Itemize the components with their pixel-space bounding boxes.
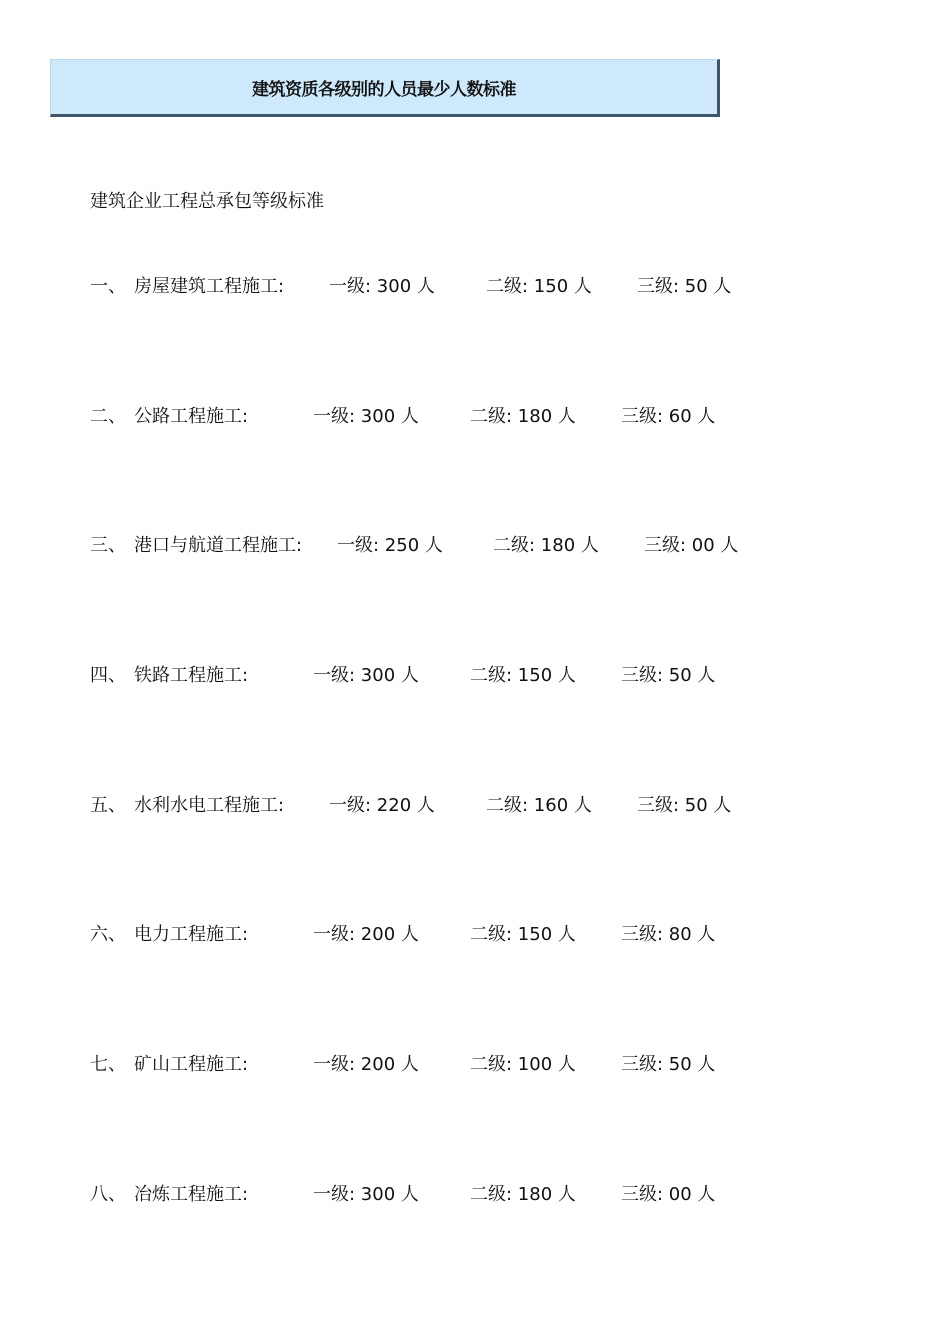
item-name: 矿山工程施工: (134, 1054, 249, 1075)
item-name: 冶炼工程施工: (134, 1184, 249, 1205)
grade-1-value: 一级: 250 人 (337, 535, 443, 556)
item-number: 七、 (90, 1054, 126, 1075)
title-banner (50, 59, 720, 117)
grade-2-value: 二级: 150 人 (486, 276, 592, 297)
grade-2-value: 二级: 160 人 (486, 795, 592, 816)
grade-3-value: 三级: 00 人 (644, 535, 739, 556)
item-number: 五、 (90, 795, 126, 816)
grade-3-value: 三级: 50 人 (637, 276, 732, 297)
grade-2-value: 二级: 180 人 (470, 406, 576, 427)
grade-1-value: 一级: 300 人 (329, 276, 435, 297)
grade-1-value: 一级: 200 人 (313, 924, 419, 945)
item-number: 六、 (90, 924, 126, 945)
item-number: 一、 (90, 276, 126, 297)
item-name: 电力工程施工: (134, 924, 249, 945)
grade-1-value: 一级: 300 人 (313, 1184, 419, 1205)
grade-3-value: 三级: 80 人 (621, 924, 716, 945)
grade-3-value: 三级: 50 人 (621, 665, 716, 686)
grade-3-value: 三级: 50 人 (621, 1054, 716, 1075)
item-name: 房屋建筑工程施工: (134, 276, 285, 297)
grade-1-value: 一级: 220 人 (329, 795, 435, 816)
grade-1-value: 一级: 300 人 (313, 665, 419, 686)
grade-2-value: 二级: 100 人 (470, 1054, 576, 1075)
grade-2-value: 二级: 150 人 (470, 924, 576, 945)
grade-2-value: 二级: 180 人 (470, 1184, 576, 1205)
section-subtitle: 建筑企业工程总承包等级标准 (90, 191, 324, 212)
grade-1-value: 一级: 200 人 (313, 1054, 419, 1075)
item-name: 港口与航道工程施工: (134, 535, 303, 556)
page-title: 建筑资质各级别的人员最少人数标准 (252, 79, 516, 100)
item-name: 水利水电工程施工: (134, 795, 285, 816)
grade-2-value: 二级: 150 人 (470, 665, 576, 686)
item-name: 公路工程施工: (134, 406, 249, 427)
item-number: 四、 (90, 665, 126, 686)
item-number: 八、 (90, 1184, 126, 1205)
item-number: 二、 (90, 406, 126, 427)
item-number: 三、 (90, 535, 126, 556)
grade-3-value: 三级: 60 人 (621, 406, 716, 427)
grade-3-value: 三级: 00 人 (621, 1184, 716, 1205)
grade-3-value: 三级: 50 人 (637, 795, 732, 816)
item-name: 铁路工程施工: (134, 665, 249, 686)
grade-2-value: 二级: 180 人 (493, 535, 599, 556)
grade-1-value: 一级: 300 人 (313, 406, 419, 427)
